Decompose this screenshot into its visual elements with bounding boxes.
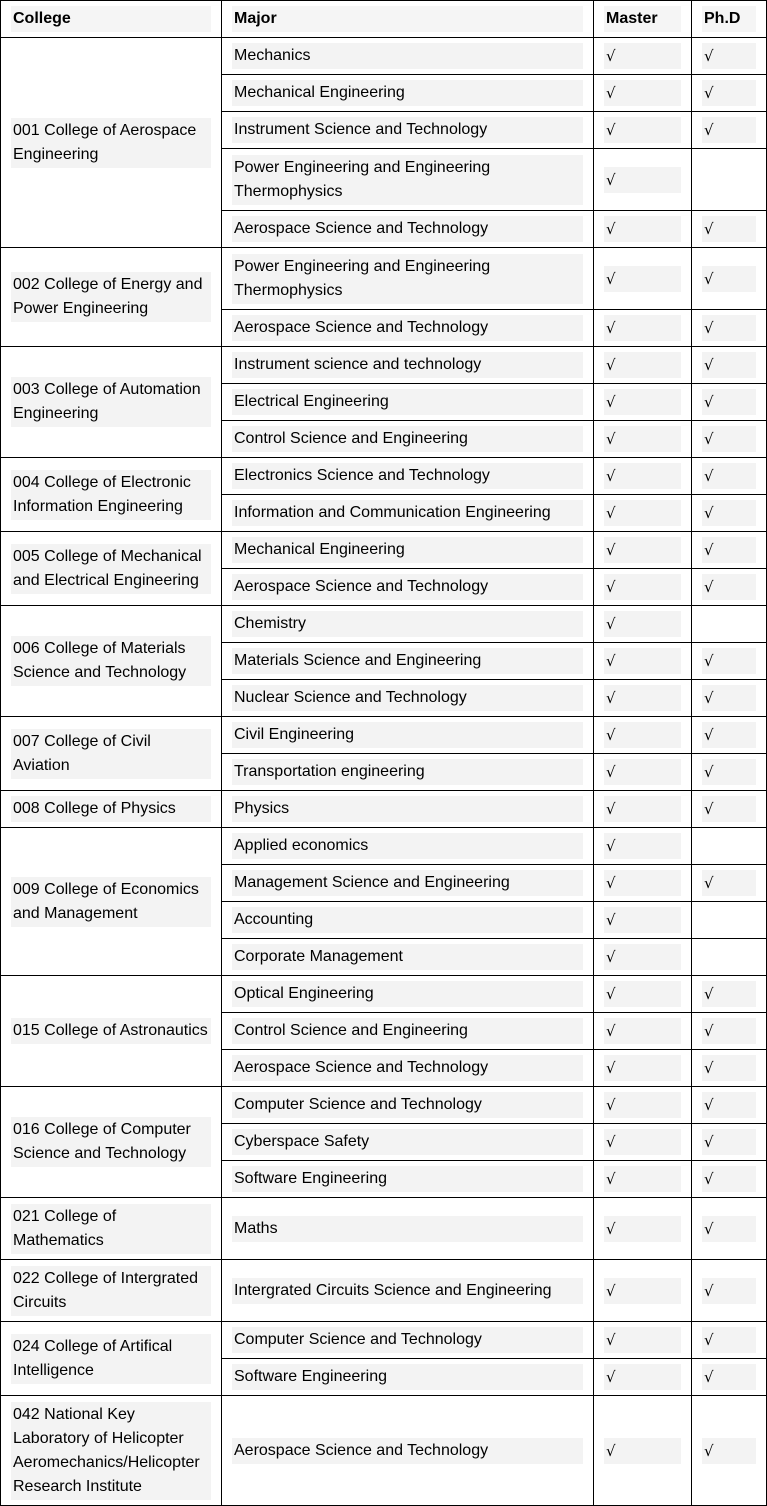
- college-name: 001 College of Aerospace Engineering: [11, 118, 211, 168]
- phd-cell: [692, 248, 767, 310]
- phd-cell: [692, 75, 767, 112]
- check-mark-icon: √: [702, 1092, 756, 1118]
- major-name: Cyberspace Safety: [232, 1129, 583, 1155]
- master-cell: [594, 828, 692, 865]
- master-cell: [594, 149, 692, 211]
- phd-cell: [692, 1050, 767, 1087]
- major-cell: [222, 211, 594, 248]
- master-cell: [594, 754, 692, 791]
- phd-cell: [692, 865, 767, 902]
- check-mark-icon: √: [702, 685, 756, 711]
- master-cell: [594, 680, 692, 717]
- check-mark-icon: √: [702, 117, 756, 143]
- major-name: Information and Communication Engineering: [232, 500, 583, 526]
- major-name: Mechanics: [232, 43, 583, 69]
- master-cell: [594, 791, 692, 828]
- check-mark-icon: √: [702, 500, 756, 526]
- phd-cell: [692, 569, 767, 606]
- phd-cell: [692, 1198, 767, 1260]
- major-cell: [222, 976, 594, 1013]
- check-mark-icon: √: [604, 981, 681, 1007]
- master-cell: [594, 1322, 692, 1359]
- table-row: [1, 1198, 767, 1260]
- major-cell: [222, 112, 594, 149]
- phd-cell: [692, 1260, 767, 1322]
- master-cell: [594, 1260, 692, 1322]
- major-name: Power Engineering and Engineering Thermophysics: [232, 254, 583, 304]
- major-cell: [222, 248, 594, 310]
- check-mark-icon: √: [702, 80, 756, 106]
- check-mark-icon: √: [702, 1166, 756, 1192]
- major-cell: [222, 1198, 594, 1260]
- check-mark-icon: √: [604, 463, 681, 489]
- check-mark-icon: √: [604, 722, 681, 748]
- college-cell: [1, 1087, 222, 1198]
- college-cell: [1, 1198, 222, 1260]
- table-row: [1, 976, 767, 1013]
- master-cell: [594, 1161, 692, 1198]
- master-cell: [594, 902, 692, 939]
- phd-cell: [692, 347, 767, 384]
- check-mark-icon: √: [702, 43, 756, 69]
- major-cell: [222, 1322, 594, 1359]
- college-name: 007 College of Civil Aviation: [11, 729, 211, 779]
- check-mark-icon: √: [702, 266, 756, 292]
- phd-cell: [692, 1322, 767, 1359]
- master-cell: [594, 976, 692, 1013]
- major-cell: [222, 495, 594, 532]
- phd-cell: [692, 643, 767, 680]
- phd-cell: [692, 384, 767, 421]
- major-cell: [222, 149, 594, 211]
- check-mark-icon: √: [702, 1364, 756, 1390]
- master-cell: [594, 310, 692, 347]
- college-cell: [1, 828, 222, 976]
- college-name: 004 College of Electronic Information Engineering: [11, 470, 211, 520]
- table-row: [1, 347, 767, 384]
- college-name: 009 College of Economics and Management: [11, 877, 211, 927]
- table-row: [1, 38, 767, 75]
- check-mark-icon: √: [702, 315, 756, 341]
- check-mark-icon: √: [604, 266, 681, 292]
- major-name: Mechanical Engineering: [232, 537, 583, 563]
- master-cell: [594, 38, 692, 75]
- header-college: College: [1, 1, 222, 38]
- header-phd: Ph.D: [692, 1, 767, 38]
- phd-cell: [692, 38, 767, 75]
- master-cell: [594, 1087, 692, 1124]
- phd-cell: [692, 717, 767, 754]
- phd-cell: [692, 754, 767, 791]
- check-mark-icon: √: [604, 537, 681, 563]
- phd-cell: [692, 1161, 767, 1198]
- major-name: Applied economics: [232, 833, 583, 859]
- table-row: [1, 606, 767, 643]
- major-name: Civil Engineering: [232, 722, 583, 748]
- major-name: Intergrated Circuits Science and Engineering: [232, 1278, 583, 1304]
- college-cell: [1, 532, 222, 606]
- check-mark-icon: √: [604, 167, 681, 193]
- phd-cell: [692, 606, 767, 643]
- major-cell: [222, 717, 594, 754]
- major-name: Optical Engineering: [232, 981, 583, 1007]
- major-cell: [222, 532, 594, 569]
- check-mark-icon: √: [702, 216, 756, 242]
- major-name: Control Science and Engineering: [232, 1018, 583, 1044]
- table-row: [1, 1396, 767, 1506]
- check-mark-icon: √: [604, 870, 681, 896]
- master-cell: [594, 717, 692, 754]
- major-name: Electrical Engineering: [232, 389, 583, 415]
- phd-cell: [692, 828, 767, 865]
- table-row: [1, 532, 767, 569]
- table-header-row: [1, 1, 767, 38]
- table-row: [1, 1087, 767, 1124]
- master-cell: [594, 1124, 692, 1161]
- major-name: Software Engineering: [232, 1364, 583, 1390]
- phd-cell: [692, 902, 767, 939]
- check-mark-icon: √: [604, 944, 681, 970]
- college-cell: [1, 606, 222, 717]
- master-cell: [594, 75, 692, 112]
- college-cell: [1, 1260, 222, 1322]
- college-cell: [1, 717, 222, 791]
- major-cell: [222, 384, 594, 421]
- college-name: 015 College of Astronautics: [11, 1018, 211, 1044]
- check-mark-icon: √: [604, 389, 681, 415]
- major-cell: [222, 1013, 594, 1050]
- master-cell: [594, 569, 692, 606]
- major-name: Computer Science and Technology: [232, 1327, 583, 1353]
- major-name: Software Engineering: [232, 1166, 583, 1192]
- phd-cell: [692, 1124, 767, 1161]
- college-cell: [1, 976, 222, 1087]
- check-mark-icon: √: [702, 537, 756, 563]
- master-cell: [594, 384, 692, 421]
- college-cell: [1, 791, 222, 828]
- master-cell: [594, 643, 692, 680]
- college-cell: [1, 248, 222, 347]
- check-mark-icon: √: [702, 352, 756, 378]
- college-name: 024 College of Artifical Intelligence: [11, 1334, 211, 1384]
- major-name: Electronics Science and Technology: [232, 463, 583, 489]
- phd-cell: [692, 1359, 767, 1396]
- table-row: [1, 717, 767, 754]
- table-row: [1, 458, 767, 495]
- master-cell: [594, 1359, 692, 1396]
- check-mark-icon: √: [604, 1216, 681, 1242]
- major-name: Aerospace Science and Technology: [232, 574, 583, 600]
- check-mark-icon: √: [702, 1327, 756, 1353]
- major-name: Accounting: [232, 907, 583, 933]
- major-name: Computer Science and Technology: [232, 1092, 583, 1118]
- major-cell: [222, 902, 594, 939]
- check-mark-icon: √: [702, 759, 756, 785]
- phd-cell: [692, 1396, 767, 1506]
- major-cell: [222, 458, 594, 495]
- phd-cell: [692, 976, 767, 1013]
- check-mark-icon: √: [604, 574, 681, 600]
- phd-cell: [692, 1087, 767, 1124]
- major-cell: [222, 643, 594, 680]
- college-cell: [1, 1396, 222, 1506]
- college-cell: [1, 458, 222, 532]
- check-mark-icon: √: [702, 722, 756, 748]
- check-mark-icon: √: [604, 117, 681, 143]
- master-cell: [594, 248, 692, 310]
- major-name: Aerospace Science and Technology: [232, 216, 583, 242]
- major-cell: [222, 1124, 594, 1161]
- table-row: [1, 248, 767, 310]
- table-row: [1, 828, 767, 865]
- check-mark-icon: √: [702, 1018, 756, 1044]
- major-cell: [222, 1396, 594, 1506]
- check-mark-icon: √: [604, 1129, 681, 1155]
- table-body: [1, 38, 767, 1506]
- college-name: 016 College of Computer Science and Technology: [11, 1117, 211, 1167]
- check-mark-icon: √: [604, 80, 681, 106]
- check-mark-icon: √: [604, 648, 681, 674]
- major-cell: [222, 569, 594, 606]
- major-cell: [222, 1087, 594, 1124]
- check-mark-icon: √: [702, 796, 756, 822]
- check-mark-icon: √: [702, 1216, 756, 1242]
- major-name: Physics: [232, 796, 583, 822]
- check-mark-icon: √: [604, 1018, 681, 1044]
- master-cell: [594, 1396, 692, 1506]
- check-mark-icon: √: [604, 1438, 681, 1464]
- check-mark-icon: √: [604, 315, 681, 341]
- check-mark-icon: √: [604, 1055, 681, 1081]
- check-mark-icon: √: [702, 1278, 756, 1304]
- master-cell: [594, 421, 692, 458]
- college-name: 021 College of Mathematics: [11, 1204, 211, 1254]
- check-mark-icon: √: [604, 796, 681, 822]
- major-cell: [222, 1050, 594, 1087]
- master-cell: [594, 865, 692, 902]
- master-cell: [594, 1050, 692, 1087]
- college-name: 006 College of Materials Science and Technology: [11, 636, 211, 686]
- check-mark-icon: √: [604, 1166, 681, 1192]
- check-mark-icon: √: [604, 759, 681, 785]
- major-name: Management Science and Engineering: [232, 870, 583, 896]
- major-cell: [222, 828, 594, 865]
- phd-cell: [692, 112, 767, 149]
- major-name: Mechanical Engineering: [232, 80, 583, 106]
- phd-cell: [692, 939, 767, 976]
- check-mark-icon: √: [604, 43, 681, 69]
- master-cell: [594, 495, 692, 532]
- major-name: Maths: [232, 1216, 583, 1242]
- master-cell: [594, 939, 692, 976]
- master-cell: [594, 347, 692, 384]
- master-cell: [594, 211, 692, 248]
- phd-cell: [692, 458, 767, 495]
- header-master: Master: [594, 1, 692, 38]
- check-mark-icon: √: [604, 352, 681, 378]
- phd-cell: [692, 532, 767, 569]
- check-mark-icon: √: [702, 1129, 756, 1155]
- college-name: 022 College of Intergrated Circuits: [11, 1266, 211, 1316]
- major-cell: [222, 347, 594, 384]
- phd-cell: [692, 680, 767, 717]
- table-row: [1, 791, 767, 828]
- college-name: 005 College of Mechanical and Electrical Engineering: [11, 544, 211, 594]
- college-name: 003 College of Automation Engineering: [11, 377, 211, 427]
- check-mark-icon: √: [702, 870, 756, 896]
- phd-cell: [692, 421, 767, 458]
- major-name: Materials Science and Engineering: [232, 648, 583, 674]
- check-mark-icon: √: [604, 426, 681, 452]
- master-cell: [594, 532, 692, 569]
- major-name: Aerospace Science and Technology: [232, 1055, 583, 1081]
- master-cell: [594, 606, 692, 643]
- major-cell: [222, 421, 594, 458]
- phd-cell: [692, 495, 767, 532]
- major-name: Aerospace Science and Technology: [232, 315, 583, 341]
- master-cell: [594, 458, 692, 495]
- college-cell: [1, 1322, 222, 1396]
- major-name: Power Engineering and Engineering Thermophysics: [232, 155, 583, 205]
- check-mark-icon: √: [702, 574, 756, 600]
- college-name: 002 College of Energy and Power Engineering: [11, 272, 211, 322]
- master-cell: [594, 112, 692, 149]
- major-name: Aerospace Science and Technology: [232, 1438, 583, 1464]
- major-name: Nuclear Science and Technology: [232, 685, 583, 711]
- major-name: Instrument science and technology: [232, 352, 583, 378]
- phd-cell: [692, 149, 767, 211]
- table-row: [1, 1260, 767, 1322]
- phd-cell: [692, 1013, 767, 1050]
- check-mark-icon: √: [604, 1327, 681, 1353]
- major-cell: [222, 754, 594, 791]
- header-major: Major: [222, 1, 594, 38]
- check-mark-icon: √: [604, 216, 681, 242]
- check-mark-icon: √: [604, 907, 681, 933]
- phd-cell: [692, 211, 767, 248]
- major-cell: [222, 606, 594, 643]
- major-cell: [222, 939, 594, 976]
- check-mark-icon: √: [702, 981, 756, 1007]
- college-name: 042 National Key Laboratory of Helicopter Aeromechanics/Helicopter Research Institute: [11, 1402, 211, 1500]
- check-mark-icon: √: [604, 833, 681, 859]
- major-cell: [222, 791, 594, 828]
- major-cell: [222, 680, 594, 717]
- check-mark-icon: √: [702, 389, 756, 415]
- major-cell: [222, 1161, 594, 1198]
- major-name: Control Science and Engineering: [232, 426, 583, 452]
- check-mark-icon: √: [604, 611, 681, 637]
- college-cell: [1, 38, 222, 248]
- college-cell: [1, 347, 222, 458]
- master-cell: [594, 1198, 692, 1260]
- phd-cell: [692, 791, 767, 828]
- check-mark-icon: √: [702, 1438, 756, 1464]
- check-mark-icon: √: [702, 1055, 756, 1081]
- check-mark-icon: √: [702, 463, 756, 489]
- major-name: Transportation engineering: [232, 759, 583, 785]
- major-cell: [222, 75, 594, 112]
- check-mark-icon: √: [702, 648, 756, 674]
- check-mark-icon: √: [702, 426, 756, 452]
- major-cell: [222, 1260, 594, 1322]
- check-mark-icon: √: [604, 1278, 681, 1304]
- major-name: Instrument Science and Technology: [232, 117, 583, 143]
- college-name: 008 College of Physics: [11, 796, 211, 822]
- check-mark-icon: √: [604, 1092, 681, 1118]
- major-cell: [222, 38, 594, 75]
- major-cell: [222, 310, 594, 347]
- major-name: Corporate Management: [232, 944, 583, 970]
- check-mark-icon: √: [604, 500, 681, 526]
- major-cell: [222, 1359, 594, 1396]
- table-row: [1, 1322, 767, 1359]
- check-mark-icon: √: [604, 1364, 681, 1390]
- phd-cell: [692, 310, 767, 347]
- check-mark-icon: √: [604, 685, 681, 711]
- major-cell: [222, 865, 594, 902]
- major-name: Chemistry: [232, 611, 583, 637]
- master-cell: [594, 1013, 692, 1050]
